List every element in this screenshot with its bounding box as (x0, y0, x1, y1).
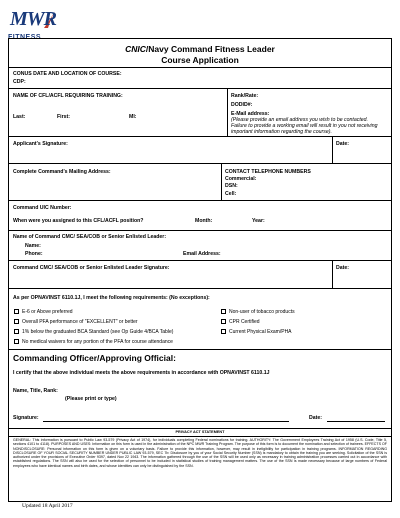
commanding-officer-section (9, 349, 391, 428)
application-form (8, 38, 392, 502)
logo-fitness-text: FITNESS (8, 34, 42, 41)
contact-phone-heading: CONTACT TELEPHONE NUMBERS (225, 169, 311, 175)
title-line2: Course Application (161, 55, 239, 65)
officer-name-field[interactable]: Name, Title, Rank: (13, 388, 58, 394)
cmc-name-field[interactable]: Name: (25, 243, 41, 249)
privacy-title: PRIVACY ACT STATEMENT (175, 430, 225, 434)
assignment-question: When were you assigned to this CFL/ACFL position? (13, 218, 144, 224)
middle-initial-field[interactable]: MI: (129, 114, 137, 120)
conus-section (9, 67, 391, 88)
print-note: (Please print or type) (65, 396, 117, 402)
privacy-statement: GENERAL: This information is pursuant to Public Law 93-579 (Privacy Act of 1974), for individuals completing Federal nominations for training. AUTHORITY: The Government Employees Training Act of 1958 (U.S. Code, Title 5, sections 4101 to 4118). PURPOSES AND USES: Information on this form is used in the administration of the NPC MWR Training Program. The purpose of this form is to document the nomination and selection of trainees. EFFECTS OF NONDISCLOSURE: Personal information on this form is given on a voluntary basis. Failure to provide this information, however, may result in ineligibility for participation in training programs. INFORMATION REGARDING DISCLOSURE OF YOUR SOCIAL SECURITY NUMBER UNDER PUBLIC LAW 93-579, SEC 7b: Disclosure by you of your Social Security Number (SSN) is mandatory to obtain the training you are seeking. Solicitation of the SSN is authorized under the provisions of Executive Order 9397, dated Nov 22 1943. The information gathered through the use of the SSN will be used only as necessary in training administration processes carried out in accordance with established regulations. The SSN will also be used for the selection of personnel to be included in statistical studies of training management matters. The use of the SSN is made necessary because of large numbers of Federal employees who have identical names and birth dates, and whose identities can only be distinguished by the SSN. (13, 438, 387, 468)
dsn-phone-field[interactable]: DSN: (225, 183, 238, 189)
requirements-section (9, 288, 391, 349)
cpr-label: CPR Certified (229, 319, 260, 325)
privacy-section (9, 428, 391, 503)
last-name-field[interactable]: Last: (13, 114, 26, 120)
dodid-field[interactable]: DODID#: (231, 102, 253, 108)
first-name-field[interactable]: First: (57, 114, 70, 120)
commercial-phone-field[interactable]: Commercial: (225, 176, 257, 182)
conus-label: CONUS DATE AND LOCATION OF COURSE: (13, 71, 122, 77)
tobacco-label: Non-user of tobacco products (229, 309, 295, 315)
cmc-label: Name of Command CMC/ SEA/COB or Senior Enlisted Leader: (13, 234, 167, 240)
rank-rate-field[interactable]: Rank/Rate: (231, 93, 259, 99)
tobacco-checkbox[interactable] (221, 309, 226, 314)
e6-checkbox[interactable] (14, 309, 19, 314)
cell-phone-field[interactable]: Cell: (225, 191, 237, 197)
email-note: Failure to provide a working email will result in you not receiving (231, 123, 378, 129)
pha-checkbox[interactable] (221, 329, 226, 334)
bca-label: 1% below the graduated BCA Standard (see Op Guide 4/BCA Table) (22, 329, 174, 335)
cmc-signature-section (9, 260, 391, 288)
logo-mwr-text: MWR (10, 8, 56, 30)
name-label: NAME OF CFL/ACFL REQUIRING TRAINING: (13, 93, 123, 99)
cpr-checkbox[interactable] (221, 319, 226, 324)
applicant-signature-section (9, 136, 391, 163)
uic-field[interactable]: Command UIC Number: (13, 205, 72, 211)
cmc-date-field[interactable]: Date: (336, 265, 349, 271)
month-field[interactable]: Month: (195, 218, 213, 224)
title-prefix: CNIC (125, 44, 146, 54)
updated-date: Updated 18 April 2017 (22, 503, 73, 509)
year-field[interactable]: Year: (252, 218, 265, 224)
waiver-checkbox[interactable] (14, 339, 19, 344)
cmc-signature-field[interactable]: Command CMC/ SEA/COB or Senior Enlisted Leader Signature: (13, 265, 170, 271)
email-note: important information regarding the course). (231, 129, 332, 135)
officer-date-label: Date: (309, 415, 322, 421)
officer-signature-label: Signature: (13, 415, 39, 421)
mailing-address-field[interactable]: Complete Command's Mailing Address: (13, 169, 111, 175)
cdp-field[interactable]: CDP: (13, 79, 26, 85)
officer-date-line[interactable] (327, 421, 385, 422)
form-title (9, 39, 391, 67)
officer-heading: Commanding Officer/Approving Official: (13, 353, 176, 363)
pfa-checkbox[interactable] (14, 319, 19, 324)
pha-label: Current Physical Exam/PHA (229, 329, 292, 335)
pfa-label: Overall PFA performance of "EXCELLENT" or better (22, 319, 138, 325)
requirements-label: As per OPNAVINST 6110.1J, I meet the following requirements: (No exceptions): (13, 295, 210, 301)
e6-label: E-6 or Above preferred (22, 309, 73, 315)
bca-checkbox[interactable] (14, 329, 19, 334)
cmc-email-field[interactable]: Email Address: (183, 251, 221, 257)
applicant-signature-field[interactable]: Applicant's Signature: (13, 141, 68, 147)
name-section (9, 88, 391, 136)
certify-statement: I certify that the above individual meets the above requirements in accordance with OPNAVINST 6110.1J (13, 370, 270, 376)
mailing-address-section (9, 163, 391, 200)
uic-section (9, 200, 391, 230)
waiver-label: No medical waivers for any portion of the PFA for course attendance (22, 339, 173, 345)
applicant-date-field[interactable]: Date: (336, 141, 349, 147)
officer-signature-line[interactable] (43, 421, 289, 422)
cmc-section (9, 230, 391, 260)
email-note: (Please provide an email address you wish to be contacted. (231, 117, 368, 123)
cmc-phone-field[interactable]: Phone: (25, 251, 43, 257)
email-field[interactable]: E-Mail address: (231, 111, 270, 117)
title-line1: /Navy Command Fitness Leader (145, 44, 275, 54)
